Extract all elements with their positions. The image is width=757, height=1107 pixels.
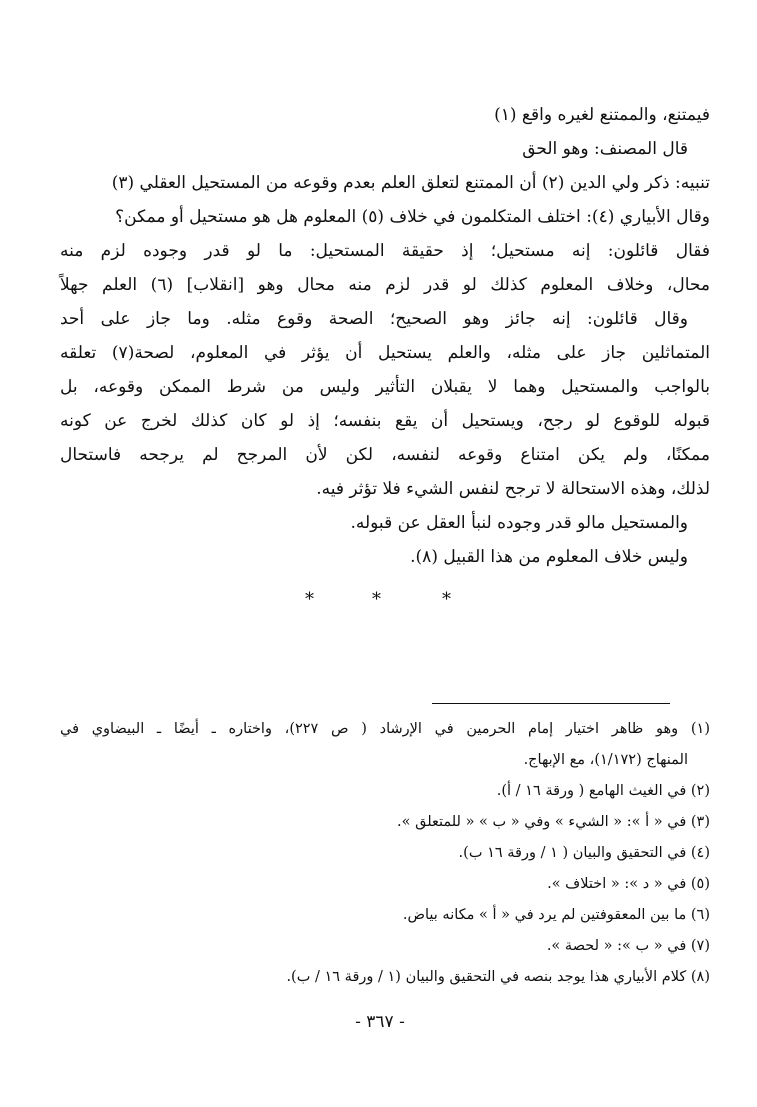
footnote-line: (٧) في « ب »: « لحصة ». — [546, 938, 710, 954]
footnote-line: (٣) في « أ »: « الشيء » وفي « ب » « للمتعلق ». — [397, 814, 710, 830]
text-line: فيمتنع، والممتنع لغيره واقع (١) — [494, 105, 710, 125]
footnote-line: (٤) في التحقيق والبيان ( ١ / ورقة ١٦ ب). — [458, 845, 710, 861]
section-separator — [60, 580, 710, 620]
text-line: لذلك، وهذه الاستحالة لا ترجح لنفس الشيء فلا تؤثر فيه. — [316, 479, 710, 499]
footnote-line: (١) وهو ظاهر اختيار إمام الحرمين في الإرشاد ( ص ٢٢٧)، واختاره ـ أيضًا ـ البيضاوي في — [60, 721, 710, 737]
footnote-divider — [432, 703, 670, 704]
footnote-line: (٦) ما بين المعقوفتين لم يرد في « أ » مكانه بياض. — [402, 907, 710, 923]
text-line: وقال قائلون: إنه جائز وهو الصحيح؛ الصحة وقوع مثله. وما جاز على أحد — [60, 309, 688, 329]
separator-star: * — [372, 589, 381, 610]
text-line: محال، وخلاف المعلوم كذلك لو قدر لزم منه محال وهو [انقلاب] (٦) العلم جهلاً — [60, 275, 710, 295]
footnote-line: المنهاج (١/١٧٢)، مع الإبهاج. — [523, 752, 688, 768]
page-number: - ٣٦٧ - — [355, 1012, 405, 1032]
text-line: تنبيه: ذكر ولي الدين (٢) أن الممتنع لتعلق العلم بعدم وقوعه من المستحيل العقلي (٣) — [111, 173, 710, 193]
footnote-line: (٢) في الغيث الهامع ( ورقة ١٦ / أ). — [496, 783, 710, 799]
footnotes — [60, 714, 710, 993]
text-line: وليس خلاف المعلوم من هذا القبيل (٨). — [410, 547, 688, 567]
text-line: بالواجب والمستحيل وهما لا يقبلان التأثير وليس من شرط الممكن وقوعه، بل — [60, 377, 710, 397]
text-line: فقال قائلون: إنه مستحيل؛ إذ حقيقة المستحيل: ما لو قدر وجوده لزم منه — [60, 241, 710, 261]
footnote-line: (٥) في « د »: « اختلاف ». — [547, 876, 710, 892]
separator-star: * — [442, 589, 451, 610]
main-text — [60, 98, 710, 620]
text-line: قبوله للوقوع لو رجح، ويستحيل أن يقع بنفسه؛ إذ لو كان كذلك لخرج عن كونه — [60, 411, 710, 431]
text-line: قال المصنف: وهو الحق — [522, 139, 688, 159]
text-line: ممكنًا، ولم يكن امتناع وقوعه لنفسه، لكن لأن المرجح لم يرجحه فاستحال — [60, 445, 710, 465]
text-line: والمستحيل مالو قدر وجوده لنبأ العقل عن قبوله. — [350, 513, 688, 533]
text-line: المتماثلين جاز على مثله، والعلم يستحيل أن يؤثر في المعلوم، لصحة(٧) تعلقه — [60, 343, 711, 363]
separator-star: * — [305, 589, 314, 610]
text-line: وقال الأبياري (٤): اختلف المتكلمون في خلاف (٥) المعلوم هل هو مستحيل أو ممكن؟ — [115, 207, 710, 227]
footnote-line: (٨) كلام الأبياري هذا يوجد بنصه في التحقيق والبيان (١ / ورقة ١٦ / ب). — [286, 969, 710, 985]
